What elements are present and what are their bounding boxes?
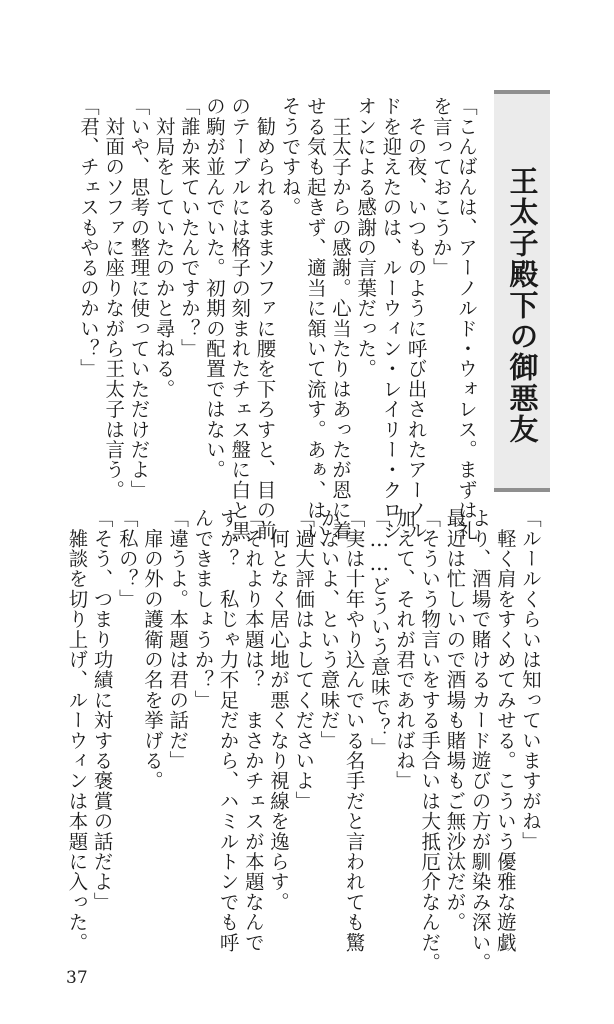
text-line: その夜、いつものように呼び出されたアーノル	[404, 96, 428, 541]
text-line: 「実は十年やり込んでいる名手だと言われても驚	[342, 508, 366, 953]
text-line: オンによる感謝の言葉だった。	[354, 96, 378, 379]
text-line: 「君、チェスもやるのかい？」	[77, 96, 100, 379]
text-line: ドを迎えたのは、ルーウィン・レイリー・クロシ	[379, 96, 403, 541]
text-line: 「違うよ。本題は君の話だ」	[166, 508, 190, 771]
text-line: 「ルールくらいは知っていますがね」	[519, 508, 542, 852]
text-line: の駒が並んでいた。初期の配置ではない。	[203, 96, 226, 480]
chapter-title-box	[494, 90, 550, 492]
text-line: より、酒場で賭けるカード遊びの方が馴染み深い。	[468, 508, 492, 973]
text-line: 最近は忙しいので酒場も賭場もご無沙汰だが。	[443, 508, 467, 933]
text-line: を言っておこうか」	[429, 96, 453, 278]
text-line: 王太子からの感謝。心当たりはあったが恩に着	[329, 96, 352, 541]
text-line: 「いや、思考の整理に使っていただけだよ」	[127, 96, 151, 500]
text-line: 雑談を切り上げ、ルーウィンは本題に入った。	[65, 508, 89, 953]
text-line: 扉の外の護衛の名を挙げる。	[141, 508, 164, 791]
text-line: 加えて、それが君であればね」	[393, 508, 416, 791]
text-line: すか？ 私じゃ力不足だから、ハミルトンでも呼	[216, 508, 240, 953]
text-line: 「そう、つまり功績に対する褒賞の話だよ」	[90, 508, 114, 912]
text-line: 対面のソファに座りながら王太子は言う。	[102, 96, 126, 500]
chapter-title: 王太子殿下の御悪友	[505, 166, 540, 445]
text-line: 軽く肩をすくめてみせる。こういう優雅な遊戯	[493, 508, 517, 953]
text-line: 何となく居心地が悪くなり視線を逸らす。	[267, 508, 290, 912]
text-line: 勧められるままソファに腰を下ろすと、目の前	[253, 96, 277, 541]
text-line: 対局をしていたのかと尋ねる。	[152, 96, 176, 399]
text-line: かないよ、という意味だ」	[317, 508, 341, 751]
text-line: 「過大評価はよしてくださいよ」	[292, 508, 316, 811]
text-line: そうですね。	[278, 96, 302, 218]
text-line: 「誰か来ていたんですか？」	[177, 96, 201, 359]
text-line: んできましょうか？」	[191, 508, 215, 710]
text-line: せる気も起きず、適当に頷いて流す。あぁ、はい、	[303, 96, 327, 561]
text-line: 「それより本題は？ まさかチェスが本題なんで	[241, 508, 265, 953]
text-line: 「……どういう意味で？」	[367, 508, 391, 758]
text-line: 「そういう物言いをする手合いは大抵厄介なんだ。	[418, 508, 442, 973]
text-line: 「こんばんは、アーノルド・ウォレス。まずは礼	[455, 96, 478, 541]
text-line: 「私の？」	[115, 508, 139, 609]
text-line: のテーブルには格子の刻まれたチェス盤に白と黒	[228, 96, 252, 541]
page-number: 37	[66, 968, 88, 988]
